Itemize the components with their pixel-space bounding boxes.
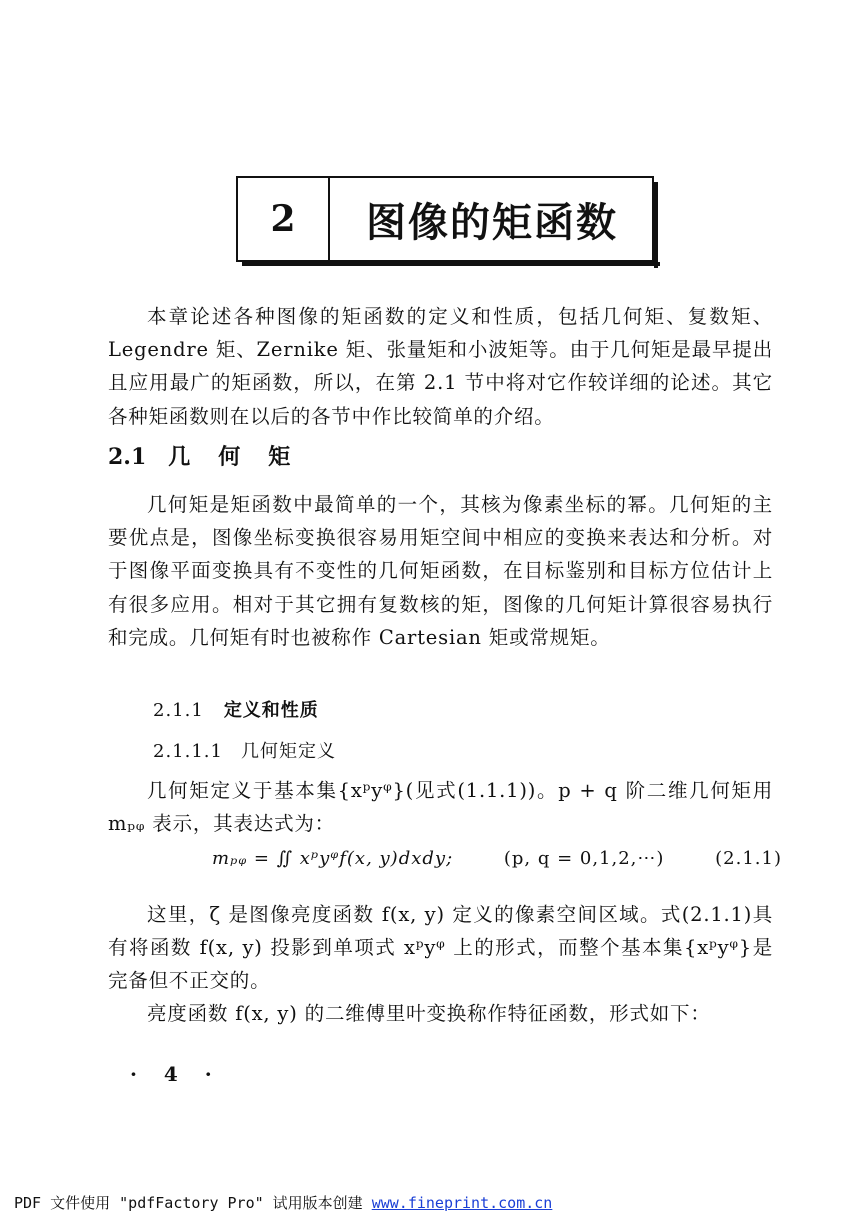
subsubsection-title: 几何矩定义 [240,741,336,762]
chapter-title: 图像的矩函数 [366,199,618,246]
page-number: · 4 · [130,1062,222,1086]
section-number: 2.1 [108,444,147,470]
subsubsection-heading [153,737,336,763]
chapter-header [236,176,654,262]
equation-lhs: mₚᵩ = ∬ xᵖyᵠf(x, y)dxdy; [212,848,454,869]
chapter-number: 2 [270,198,296,240]
definition-paragraph: 几何矩定义于基本集{xᵖyᵠ}(见式(1.1.1))。p + q 阶二维几何矩用 mₚᵩ 表示，其表达式为： [108,779,773,836]
equation-range: (p, q = 0,1,2,⋯) [503,848,665,869]
fourier-paragraph: 亮度函数 f(x, y) 的二维傅里叶变换称作特征函数，形式如下： [147,1002,711,1025]
intro-paragraph: 本章论述各种图像的矩函数的定义和性质，包括几何矩、复数矩、Legendre 矩、Zernike 矩、张量矩和小波矩等。由于几何矩是最早提出且应用最广的矩函数，所以，在第 2.1 节中将对它作较详细的论述。其它各种矩函数则在以后的各节中作比较简单的介绍。 [108,305,773,428]
subsection-title: 定义和性质 [223,700,319,721]
explanation-paragraph: 这里，ζ 是图像亮度函数 f(x, y) 定义的像素空间区域。式(2.1.1)具有将函数 f(x, y) 投影到单项式 xᵖyᵠ 上的形式，而整个基本集{xᵖyᵠ}是完备但不正交的。 [108,903,773,993]
chapter-box-shadow-right [654,182,658,268]
chapter-divider [328,178,330,260]
pdf-footer [14,1192,552,1213]
subsubsection-number: 2.1.1.1 [153,741,223,762]
subsection-number: 2.1.1 [153,700,204,721]
subsection-heading [153,696,319,722]
chapter-box-shadow-bottom [242,262,660,266]
footer-link[interactable]: www.fineprint.com.cn [371,1194,553,1212]
section-heading [108,440,318,471]
section-paragraph: 几何矩是矩函数中最简单的一个，其核为像素坐标的幂。几何矩的主要优点是，图像坐标变换很容易用矩空间中相应的变换来表达和分析。对于图像平面变换具有不变性的几何矩函数，在目标鉴别和目标方位估计上有很多应用。相对于其它拥有复数核的矩，图像的几何矩计算很容易执行和完成。几何矩有时也被称作 Cartesian 矩或常规矩。 [108,493,773,649]
equation-label: (2.1.1) [715,848,782,869]
section-title: 几何矩 [168,444,319,470]
footer-text: PDF 文件使用 "pdfFactory Pro" 试用版本创建 [14,1194,363,1212]
equation-2-1-1 [212,848,782,869]
